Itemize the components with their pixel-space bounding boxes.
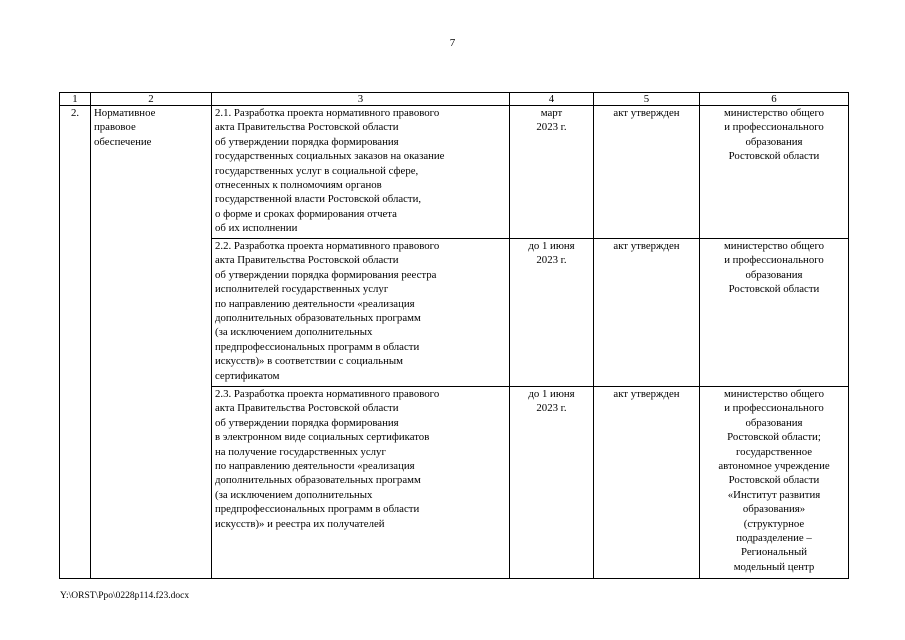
task-term [510,239,594,387]
desc-line: по направлению деятельности «реализация [215,460,415,473]
exec-line: и профессионального [724,121,824,134]
exec-line: государственное [735,445,813,458]
term-line: до 1 июня [528,240,575,252]
exec-line: и профессионального [724,254,824,267]
desc-line: (за исключением дополнительных [215,488,373,501]
file-path-footer: Y:\ORST\Ppo\0228p114.f23.docx [60,591,190,601]
desc-line: акта Правительства Ростовской области [215,254,399,267]
exec-line: (структурное [743,517,805,530]
desc-line: государственной власти Ростовской области, [215,193,422,206]
desc-line: об утверждении порядка формирования [215,416,399,429]
exec-line: автономное учреждение [718,460,830,473]
task-description [212,239,510,387]
exec-line: образования [745,268,803,281]
exec-line: министерство общего [723,240,825,252]
desc-line: об утверждении порядка формирования [215,135,399,148]
term-line: до 1 июня [528,388,575,400]
task-executor [700,106,849,239]
task-result: акт утвержден [594,387,700,579]
desc-line: акта Правительства Ростовской области [215,121,399,134]
desc-line: государственных социальных заказов на оказание [215,150,445,163]
exec-line: подразделение – [736,532,812,545]
desc-line: дополнительных образовательных программ [215,312,421,325]
exec-line: модельный центр [733,560,815,573]
desc-line: искусств)» в соответствии с социальным [215,355,403,368]
desc-line: сертификатом [215,369,280,382]
header-col-2: 2 [91,93,212,106]
desc-line: предпрофессиональных программ в области [215,340,420,353]
desc-line: государственных услуг в социальной сфере, [215,164,419,177]
task-result: акт утвержден [594,239,700,387]
term-line: март [540,107,563,119]
exec-line: образования» [742,503,806,516]
desc-line: 2.2. Разработка проекта нормативного правового [215,240,440,252]
task-result: акт утвержден [594,106,700,239]
exec-line: «Институт развития [727,488,821,501]
desc-line: исполнителей государственных услуг [215,283,389,296]
section-number: 2. [60,106,91,579]
exec-line: министерство общего [723,388,825,400]
header-row [60,93,849,106]
header-col-6: 6 [700,93,849,106]
section-name-line: Нормативное [94,107,156,119]
desc-line: 2.3. Разработка проекта нормативного правового [215,388,440,400]
task-description [212,387,510,579]
exec-line: образования [745,416,803,429]
header-col-5: 5 [594,93,700,106]
table-row [60,106,849,239]
desc-line: отнесенных к полномочиям органов [215,179,382,192]
exec-line: и профессионального [724,402,824,415]
header-col-1: 1 [60,93,91,106]
header-col-3: 3 [212,93,510,106]
desc-line: об утверждении порядка формирования реестра [215,268,437,281]
desc-line: о форме и сроках формирования отчета [215,207,397,220]
task-executor [700,387,849,579]
task-description [212,106,510,239]
exec-line: Ростовской области; [727,431,821,444]
desc-line: на получение государственных услуг [215,445,386,458]
exec-line: Ростовской области [728,150,820,163]
desc-line: предпрофессиональных программ в области [215,503,420,516]
term-line: 2023 г. [536,402,567,415]
task-term [510,387,594,579]
exec-line: Региональный [740,546,808,559]
section-name-line: обеспечение [94,135,152,148]
desc-line: искусств)» и реестра их получателей [215,517,385,530]
exec-line: Ростовской области [728,283,820,296]
term-line: 2023 г. [536,254,567,267]
desc-line: акта Правительства Ростовской области [215,402,399,415]
desc-line: в электронном виде социальных сертификатов [215,431,430,444]
exec-line: министерство общего [723,107,825,119]
page-number: 7 [449,37,456,49]
desc-line: дополнительных образовательных программ [215,474,421,487]
header-col-4: 4 [510,93,594,106]
exec-line: Ростовской области [728,474,820,487]
term-line: 2023 г. [536,121,567,134]
plan-table [59,92,849,579]
desc-line: по направлению деятельности «реализация [215,297,415,310]
section-name-line: правовое [94,121,136,134]
desc-line: (за исключением дополнительных [215,326,373,339]
task-term [510,106,594,239]
desc-line: об их исполнении [215,222,298,235]
exec-line: образования [745,135,803,148]
task-executor [700,239,849,387]
section-name [91,106,212,579]
desc-line: 2.1. Разработка проекта нормативного правового [215,107,440,119]
